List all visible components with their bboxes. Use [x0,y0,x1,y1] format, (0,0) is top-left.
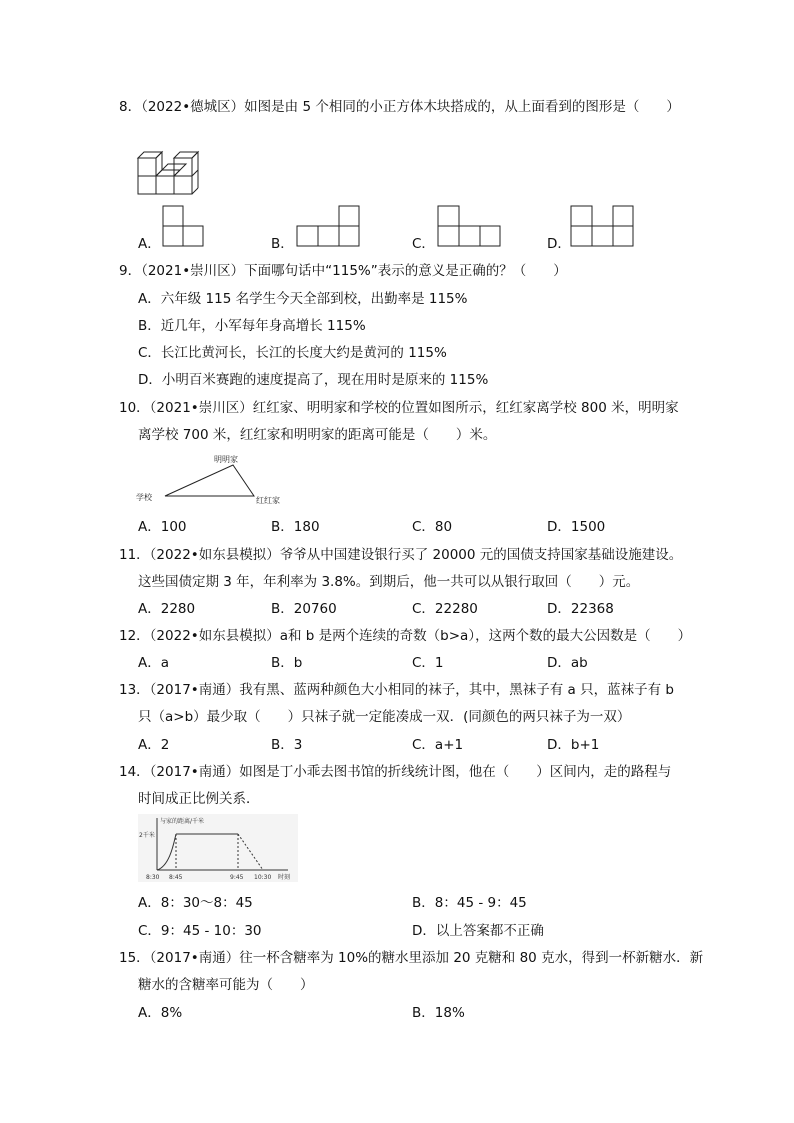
q14-x-tick-0: 8:30 [146,874,160,881]
q10-label-top: 明明家 [214,455,238,464]
q13-option-d[interactable]: D．b+1 [547,737,600,753]
q11-option-a[interactable]: A．2280 [138,601,196,617]
q10-option-d[interactable]: D．1500 [547,519,606,535]
q10-triangle-figure [134,452,304,508]
q11-stem-line2: 这些国债定期 3 年，年利率为 3.8%。到期后，他一共可以从银行取回（ ）元。 [138,574,640,590]
q14-x-label: 时刻 [278,874,291,881]
q15-stem-line1: 15．（2017•南通）往一杯含糖率为 10%的糖水里添加 20 克糖和 80 克水，得到一杯新糖水．新 [119,950,704,966]
q8-stem: 8．（2022•德城区）如图是由 5 个相同的小正方体木块搭成的，从上面看到的图形是（ ） [119,99,680,115]
q15-option-a[interactable]: A．8% [138,1005,183,1021]
q13-option-c[interactable]: C．a+1 [412,737,464,753]
q8-option-c-label[interactable]: C． [412,236,435,252]
q9-option-b[interactable]: B．近几年，小军每年身高增长 115% [138,318,366,334]
q14-y-tick: 2千米 [139,832,155,839]
q12-option-c[interactable]: C．1 [412,655,444,671]
q13-option-a[interactable]: A．2 [138,737,170,753]
q14-option-d[interactable]: D．以上答案都不正确 [412,923,544,939]
q11-option-c[interactable]: C．22280 [412,601,478,617]
q8-option-d-figure[interactable] [570,205,635,247]
q14-stem-line2: 时间成正比例关系． [138,791,260,807]
q9-option-a[interactable]: A．六年级 115 名学生今天全部到校，出勤率是 115% [138,291,468,307]
q14-x-tick-3: 10:30 [254,874,272,881]
q10-option-c[interactable]: C．80 [412,519,453,535]
q8-option-a-figure[interactable] [162,205,206,247]
q12-option-d[interactable]: D．ab [547,655,588,671]
q10-label-right: 红红家 [256,496,280,505]
q10-option-a[interactable]: A．100 [138,519,187,535]
q12-option-b[interactable]: B．b [271,655,303,671]
q15-stem-line2: 糖水的含糖率可能为（ ） [138,977,314,993]
q10-label-left: 学校 [136,493,152,502]
q14-line-chart [138,814,298,882]
q10-stem-line2: 离学校 700 米，红红家和明明家的距离可能是（ ）米。 [138,427,497,443]
q14-option-c[interactable]: C．9：45 - 10：30 [138,923,262,939]
q14-stem-line1: 14．（2017•南通）如图是丁小乖去图书馆的折线统计图，他在（ ）区间内，走的路程与 [119,764,672,780]
q8-option-c-figure[interactable] [437,205,502,247]
q14-x-tick-1: 8:45 [169,874,183,881]
q11-stem-line1: 11．（2022•如东县模拟）爷爷从中国建设银行买了 20000 元的国债支持国家基础设施建设。 [119,547,683,563]
q13-option-b[interactable]: B．3 [271,737,303,753]
q8-option-d-label[interactable]: D． [547,236,571,252]
q13-stem-line1: 13．（2017•南通）我有黑、蓝两种颜色大小相同的袜子，其中，黑袜子有 a 只，蓝袜子有 b [119,682,674,698]
q10-option-b[interactable]: B．180 [271,519,320,535]
q14-y-label: 与家的距离/千米 [160,818,205,825]
q11-option-b[interactable]: B．20760 [271,601,337,617]
q15-option-b[interactable]: B．18% [412,1005,465,1021]
q9-option-c[interactable]: C．长江比黄河长，长江的长度大约是黄河的 115% [138,345,447,361]
q10-stem-line1: 10．（2021•崇川区）红红家、明明家和学校的位置如图所示，红红家离学校 800 米，明明家 [119,400,679,416]
q8-option-b-label[interactable]: B． [271,236,294,252]
q12-stem: 12．（2022•如东县模拟）a和 b 是两个连续的奇数（b>a），这两个数的最大公因数是（ ） [119,628,692,644]
q9-stem: 9．（2021•崇川区）下面哪句话中“115%”表示的意义是正确的？（ ） [119,263,567,279]
q11-option-d[interactable]: D．22368 [547,601,614,617]
q13-stem-line2: 只（a>b）最少取（ ）只袜子就一定能凑成一双．(同颜色的两只袜子为一双） [138,709,631,725]
q8-cube-figure [136,150,212,198]
q12-option-a[interactable]: A．a [138,655,170,671]
q14-option-a[interactable]: A．8：30～8：45 [138,895,253,911]
q14-x-tick-2: 9:45 [230,874,244,881]
q9-option-d[interactable]: D．小明百米赛跑的速度提高了，现在用时是原来的 115% [138,372,489,388]
q8-option-b-figure[interactable] [296,205,361,247]
q14-option-b[interactable]: B．8：45 - 9：45 [412,895,527,911]
q8-option-a-label[interactable]: A． [138,236,161,252]
